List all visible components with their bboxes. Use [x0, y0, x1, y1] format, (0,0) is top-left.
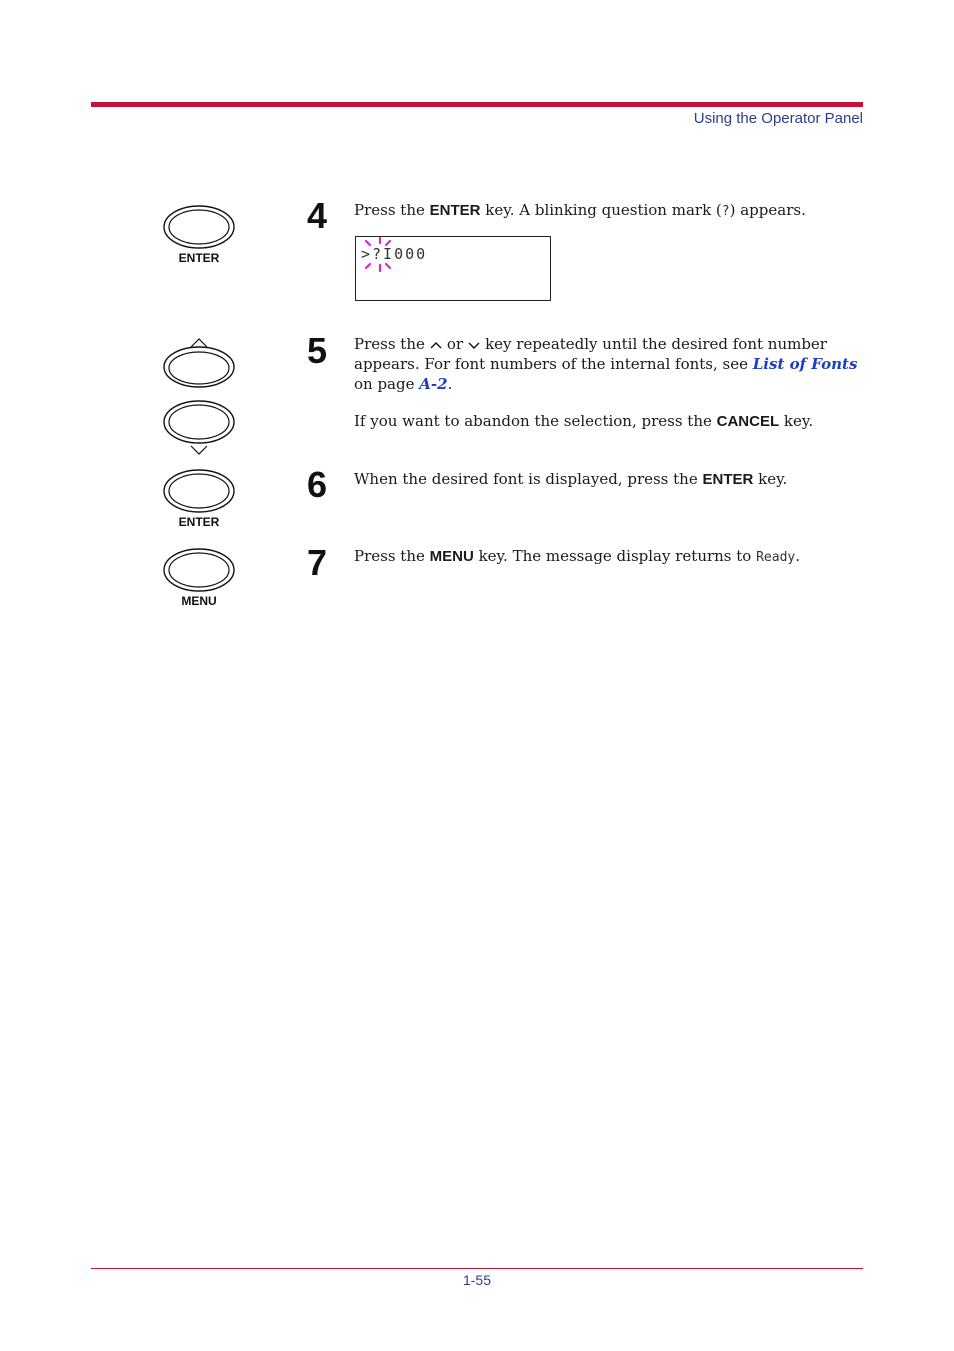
key-name: MENU — [429, 548, 474, 565]
code-text: ? — [721, 204, 730, 219]
step-6-text — [354, 469, 864, 490]
enter-key-label: ENTER — [178, 515, 220, 529]
menu-key-illustration — [163, 548, 235, 608]
step-5-text — [354, 334, 864, 394]
up-key-icon — [163, 336, 235, 388]
text-run: Press the — [354, 547, 430, 565]
header-rule — [91, 102, 863, 107]
footer-rule — [91, 1268, 863, 1269]
step-number: 5 — [307, 330, 328, 371]
step-4-text — [354, 200, 864, 222]
key-name: CANCEL — [716, 413, 780, 430]
menu-key-icon — [163, 548, 235, 594]
text-run: If you want to abandon the selection, press the — [354, 412, 717, 430]
menu-key-label: MENU — [181, 594, 217, 608]
code-text: Ready — [756, 550, 796, 565]
text-run: Press the — [354, 335, 425, 353]
text-run: key. A blinking question mark ( — [480, 201, 722, 219]
text-run: . — [795, 547, 801, 565]
enter-key-illustration — [163, 205, 235, 265]
enter-key-label: ENTER — [178, 251, 220, 265]
text-run: Press the — [354, 201, 430, 219]
section-title: Using the Operator Panel — [693, 110, 863, 127]
text-run: When the desired font is displayed, press the — [354, 470, 703, 488]
text-run: on page — [354, 375, 420, 393]
text-run: key. The message display returns to — [473, 547, 757, 565]
text-run: or — [446, 335, 464, 353]
up-key-illustration — [163, 336, 235, 388]
enter-key-icon — [163, 205, 235, 251]
page-ref-link[interactable]: A-2 — [419, 375, 448, 393]
message-display — [355, 236, 551, 301]
up-arrow-icon — [429, 340, 443, 350]
step-number: 6 — [307, 464, 328, 505]
page-number: 1-55 — [462, 1272, 492, 1288]
step-number: 4 — [307, 195, 328, 236]
key-name: ENTER — [702, 471, 754, 488]
text-run: ) appears. — [729, 201, 806, 219]
text-run: . — [447, 375, 453, 393]
down-key-icon — [163, 400, 235, 458]
text-run: key repeatedly until the desired font number appears. For font numbers of the internal fonts, see — [354, 335, 827, 373]
enter-key-illustration-2 — [163, 469, 235, 529]
down-arrow-icon — [467, 340, 481, 350]
step-5-note — [354, 411, 864, 432]
text-run: key. — [779, 412, 814, 430]
text-run: key. — [753, 470, 788, 488]
step-number: 7 — [307, 542, 328, 583]
list-of-fonts-link[interactable]: List of Fonts — [752, 355, 858, 373]
down-key-illustration — [163, 400, 235, 458]
display-text: >?I000 — [361, 245, 428, 263]
enter-key-icon — [163, 469, 235, 515]
step-7-text — [354, 546, 864, 568]
key-name: ENTER — [429, 202, 481, 219]
